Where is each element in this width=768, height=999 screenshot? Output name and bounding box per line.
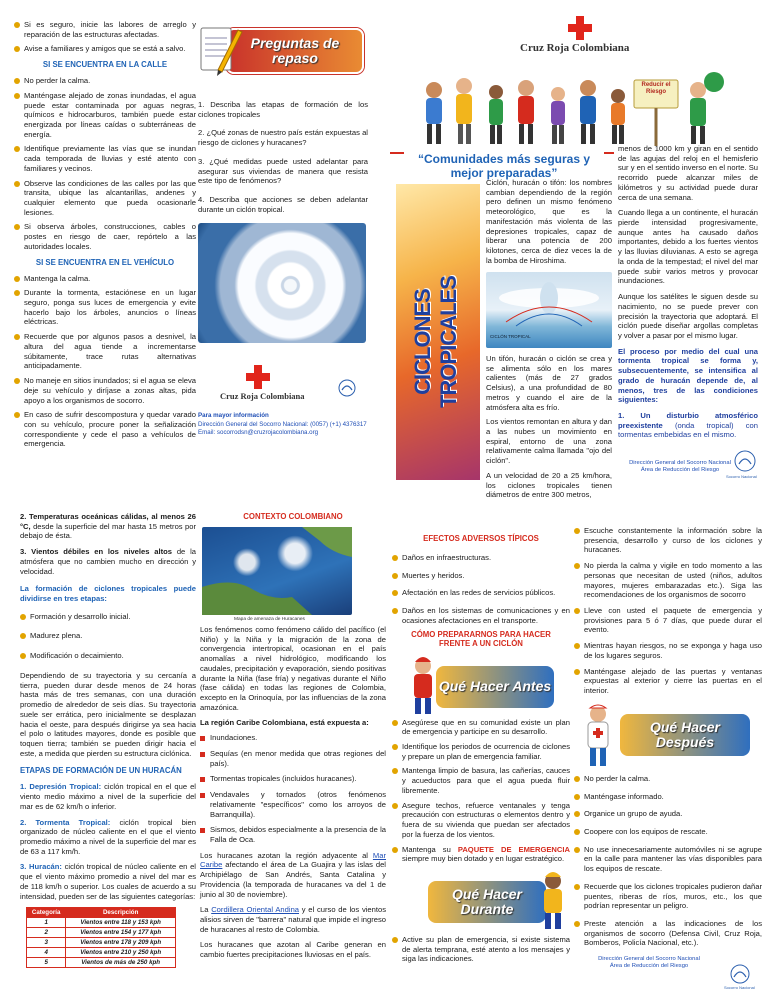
durante-title: Qué Hacer Durante bbox=[428, 881, 546, 923]
paragraph: A un velocidad de 20 a 25 km/hora, los ciclones tropicales tienen diámetros de entre 300 metros, bbox=[486, 470, 612, 500]
stage-1-text: ciclón tropical en el que el viento medio máximo a nivel de la superficie del mar es de 62 km/h o inferior. bbox=[20, 782, 196, 811]
nurse-figure-icon bbox=[578, 702, 618, 768]
condition-1 bbox=[618, 411, 758, 440]
socorro-logo-icon bbox=[730, 964, 750, 984]
rescuer-figure-icon bbox=[536, 869, 570, 931]
table-cell: 5 bbox=[27, 958, 66, 968]
stage-1-label: 1. Depresión Tropical: bbox=[20, 782, 102, 792]
table-row bbox=[27, 938, 176, 948]
list-item: Identifique previamente las vías que se inundan cada temporada de lluvias y esté atento con familiares y vecinos. bbox=[14, 144, 196, 173]
review-title: Preguntas de repaso bbox=[226, 28, 364, 74]
vertical-title: CICLONES TROPICALES bbox=[410, 276, 461, 408]
table-cell: Vientos entre 154 y 177 kph bbox=[66, 928, 176, 938]
paragraph bbox=[200, 905, 386, 934]
map-caption: Mapa de amenaza de Huracanes bbox=[234, 617, 305, 622]
antes-item: Asegúrese que en su comunidad existe un plan de emergencia y participe en su desarrollo. bbox=[392, 718, 570, 737]
stage-2-text: ciclón tropical bien organizado de núcleo caliente en el que el viento promedio máximo a nivel de la superficie del mar es de 63 a 117 km/h. bbox=[20, 817, 196, 856]
text-span: La bbox=[200, 905, 212, 915]
panel-3 bbox=[390, 14, 760, 500]
socorro-logo-icon bbox=[338, 379, 356, 397]
paragraph: Los fenómenos como fenómeno cálido del pacífico (el Niño) y la Niña y la migración de la zona de convergencia intertropical, ocasionan en el país anomalías a nivel hidrológico, modificando los caudales, precipitación y evaporación, siendo positivas durante la Niña (fase fría) y negativas durante el Niño (fase cálida) en todas las regiones de Colombia, excepto en la Orinoquía, por las influencias de la zona amazónica. bbox=[200, 625, 386, 712]
table-cell: Vientos entre 210 y 250 kph bbox=[66, 948, 176, 958]
condition-2 bbox=[20, 512, 196, 541]
panel-5 bbox=[200, 512, 386, 992]
review-banner bbox=[198, 20, 366, 80]
question: 4. Describa que acciones se deben adelantar durante un ciclón tropical. bbox=[198, 195, 368, 214]
phase-item: Formación y desarrollo inicial. bbox=[20, 612, 196, 622]
stage-2 bbox=[20, 818, 196, 857]
info-title: Para mayor información bbox=[198, 412, 269, 420]
footer-line: Dirección General del Socorro Nacional bbox=[629, 460, 731, 466]
list-item: No maneje en sitios inundados; si el agua se eleva deje su vehículo y diríjase a zonas altas, pida apoyo a los organismos de socorro. bbox=[14, 376, 196, 405]
list-item: Si es seguro, inicie las labores de arreglo y reparación de las estructuras afectadas. bbox=[14, 20, 196, 39]
hurricane-satellite-image bbox=[198, 223, 366, 343]
slogan: “Comunidades más seguras y mejor preparadas” bbox=[404, 146, 604, 181]
logo-name: Cruz Roja Colombiana bbox=[220, 391, 305, 402]
context-title: CONTEXTO COLOMBIANO bbox=[243, 512, 343, 521]
condition-2-label: 2. Temperaturas oceánicas cálidas, al menos 26 °C, bbox=[20, 512, 196, 531]
paragraph: El proceso por medio del cual una tormenta tropical se forma y, subsecuentemente, se intensifica al grado de huracán depende de, al menos, tres de las condiciones siguientes: bbox=[618, 346, 758, 405]
list-item: En caso de sufrir descompostura y quedar varado con su vehículo, procure poner la señalización correspondiente y cede el paso a vehículos de emergencia. bbox=[14, 410, 196, 449]
panel-2 bbox=[198, 20, 368, 470]
cyclone-diagram bbox=[486, 272, 612, 348]
list-item: Sismos, debidos especialmente a la presencia de la Falla de Oca. bbox=[200, 825, 386, 844]
stage-3 bbox=[20, 862, 196, 901]
durante-item: Lleve con usted el paquete de emergencia y provisiones para 5 ó 7 días, que puede durar el evento. bbox=[574, 606, 762, 635]
effect-item: Muertes y heridos. bbox=[392, 571, 570, 581]
table-cell: Vientos entre 178 y 209 kph bbox=[66, 938, 176, 948]
list-item: Manténgase alejado de zonas inundadas, el agua puede estar contaminada por aguas negras, químicos e hidrocarburos, también puede estar energizada por líneas caídas o subterráneas de energía. bbox=[14, 91, 196, 140]
list-item: Inundaciones. bbox=[200, 733, 386, 743]
stages-title: ETAPAS DE FORMACIÓN DE UN HURACÁN bbox=[20, 766, 182, 776]
text-span: afectando el área de La Guajira y las islas del Archipiélago de San Andrés, Santa Catalina y Providencia (la temporada de huracanes va del 1 de junio al 30 de noviembre). bbox=[200, 860, 386, 899]
condition-3-label: 3. Vientos débiles en los niveles altos bbox=[20, 547, 172, 557]
stage-3-label: 3. Huracán: bbox=[20, 862, 62, 872]
map-land-icon bbox=[202, 527, 352, 615]
despues-item: Preste atención a las indicaciones de los organismos de socorro (Defensa Civil, Cruz Roja, Bomberos, Policía Nacional, etc.). bbox=[574, 919, 762, 948]
socorro-logo-text: Socorro Nacional bbox=[724, 985, 755, 990]
antes-item: Identifique los periodos de ocurrencia de ciclones y prepare un plan de emergencia familiar. bbox=[392, 742, 570, 761]
paragraph: Aunque los satélites le siguen desde su nacimiento, no se puede prever con precisión la trayectoria que adoptará. El ciclón puede diseñar argollas completas y volver a pasar por el mismo lugar. bbox=[618, 292, 758, 340]
table-row bbox=[27, 948, 176, 958]
question: 2. ¿Qué zonas de nuestro país están expuestas al riesgo de ciclones y huracanes? bbox=[198, 128, 368, 148]
footer bbox=[620, 460, 740, 474]
panel-4 bbox=[20, 512, 196, 992]
cordillera-link[interactable]: Cordillera Oriental Andina bbox=[211, 905, 300, 915]
caribe-title: La región Caribe Colombiana, está expuesta a: bbox=[200, 718, 369, 728]
panel-7 bbox=[574, 526, 762, 992]
list-item: Mantenga la calma. bbox=[14, 274, 196, 284]
vertical-title-bar bbox=[396, 184, 480, 480]
paragraph: Un tifón, huracán o ciclón se crea y se alimenta sólo en los mares calientes (más de 27 grados Celsius), a una profundidad de 80 metros y cuando el aire de la atmósfera alta es frío. bbox=[486, 354, 612, 412]
list-item: Sequías (en menor medida que otras regiones del país). bbox=[200, 749, 386, 768]
despues-item: No perder la calma. bbox=[574, 774, 762, 784]
paragraph: Los vientos remontan en altura y dan a las nubes un movimiento en espiral, entorno de una zona relativamente calma llamada "ojo del ciclón". bbox=[486, 417, 612, 466]
table-cell: 1 bbox=[27, 918, 66, 928]
list-item: Tormentas tropicales (incluidos huracanes). bbox=[200, 774, 386, 784]
rescuer-figure-icon bbox=[406, 654, 440, 716]
kit-item bbox=[392, 845, 570, 864]
despues-item: Coopere con los equipos de rescate. bbox=[574, 827, 762, 837]
despues-item: Manténgase informado. bbox=[574, 792, 762, 802]
condition-1-label: 1. Un disturbio atmosférico preexistente bbox=[618, 410, 758, 430]
list-item: Observe las condiciones de las calles por las que transita, ubique las alcantarillas, andenes y cualquier elemento que pueda ocasionarle lesiones. bbox=[14, 179, 196, 218]
despues-item: Recuerde que los ciclones tropicales pudieron dañar puentes, riberas de ríos, muros, etc., los que podrían representar un peligro. bbox=[574, 882, 762, 911]
socorro-logo-icon bbox=[734, 450, 756, 472]
diagram-label: CICLÓN TROPICAL bbox=[490, 334, 531, 339]
panel-1 bbox=[14, 20, 196, 465]
durante-item: Manténgase alejado de las puertas y ventanas expuestas al exterior y cierre las puertas en el interior. bbox=[574, 667, 762, 696]
table-row bbox=[27, 958, 176, 968]
condition-3-text: de la atmósfera que no cambien mucho en dirección y velocidad. bbox=[20, 547, 196, 576]
mar-caribe-link[interactable]: Mar Caribe bbox=[200, 850, 386, 870]
durante-item: Active su plan de emergencia, si existe sistema de alerta temprana, esté atento a los mensajes y siga las indicaciones. bbox=[392, 935, 570, 964]
community-kids-illustration bbox=[420, 60, 720, 152]
list-item: Durante la tormenta, estaciónese en un lugar seguro, ponga sus luces de emergencia y evite hacerlo bajo los árboles, anuncios o líneas eléctricas. bbox=[14, 288, 196, 327]
durante-item: No pierda la calma y vigile en todo momento a las personas que necesitan de usted (niños, adultos mayores, mujeres embarazadas etc.). Siga las recomendaciones de los organismos de socorro bbox=[574, 561, 762, 600]
stage-1 bbox=[20, 782, 196, 811]
text-span: Los huracanes azotan la región adyacente al bbox=[200, 850, 373, 860]
question: 1. Describa las etapas de formación de los ciclones tropicales bbox=[198, 100, 368, 119]
table-row bbox=[27, 918, 176, 928]
effect-item: Daños en los sistemas de comunicaciones y en ocasiones afectaciones en el transporte. bbox=[392, 606, 570, 625]
list-item: Vendavales y tornados (otros fenómenos relativamente "específicos" como los arroyos de Barranquilla). bbox=[200, 790, 386, 819]
effects-title: EFECTOS ADVERSOS TÍPICOS bbox=[423, 534, 539, 543]
list-item: Recuerde que por algunos pasos a desnivel, la altura del agua tiende a incrementarse súbitamente, trace rutas alternativas anticipadamente. bbox=[14, 332, 196, 371]
footer bbox=[574, 956, 724, 970]
despues-title: Qué Hacer Después bbox=[620, 714, 750, 756]
hurricane-category-table bbox=[26, 907, 176, 968]
table-cell: Vientos de más de 250 kph bbox=[66, 958, 176, 968]
antes-banner bbox=[406, 654, 570, 716]
street-heading: SI SE ENCUENTRA EN LA CALLE bbox=[42, 60, 168, 70]
list-item: Si observa árboles, construcciones, cables o postes en riesgo de caer, repórtelo a las autoridades locales. bbox=[14, 222, 196, 251]
table-row bbox=[27, 928, 176, 938]
phases-title: La formación de ciclones tropicales puede dividirse en tres etapas: bbox=[20, 584, 196, 604]
footer-line: Dirección General del Socorro Nacional bbox=[598, 956, 700, 963]
effect-item: Daños en infraestructuras. bbox=[392, 553, 570, 563]
paragraph: menos de 1000 km y giran en el sentido de las agujas del reloj en el hemisferio sur y en el sentido inverso en el norte. Su recorrido puede alcanzar miles de kilómetros y su actividad puede durar cerca de una semana. bbox=[618, 144, 758, 202]
table-cell: Vientos entre 118 y 153 kph bbox=[66, 918, 176, 928]
vehicle-heading: SI SE ENCUENTRA EN EL VEHÍCULO bbox=[35, 257, 175, 267]
phases-paragraph: Dependiendo de su trayectoria y su cercanía a tierra, pueden durar desde menos de 24 horas hasta más de tres semanas, con una duración promedio de alrededor de seis días. Su trayectoria suele ser errática, pero inicialmente se desplazan hacia el oeste, para después dirigirse ya sea hacia el polo o latitudes mayores, donde es posible que toquen tierra; también se pueden dirigir hacia el este, a medida que pierden su estructura ciclónica. bbox=[20, 670, 196, 758]
paragraph: Los huracanes que azotan al Caribe generan en cambio fuertes precipitaciones lluviosas en el país. bbox=[200, 940, 386, 960]
stage-3-text: ciclón tropical de núcleo caliente en el que el viento máximo promedio a nivel del mar es de 118 km/h o superior. Los cuales de acuerdo a su intensidad, pueden ser de las siguientes categorías: bbox=[20, 862, 196, 901]
red-cross-icon bbox=[568, 16, 592, 40]
paragraph bbox=[200, 851, 386, 900]
stage-2-label: 2. Tormenta Tropical: bbox=[20, 817, 111, 827]
info-email[interactable]: Email: socorrodsn@cruzrojacolombiana.org bbox=[198, 428, 319, 436]
red-cross-icon bbox=[246, 365, 270, 389]
question: 3. ¿Qué medidas puede usted adelantar para asegurar sus viviendas de manera que resista este tipo de fenómenos? bbox=[198, 156, 368, 186]
antes-item: Asegure techos, refuerce ventanales y tenga precaución con estructuras o elementos dentro y fuera de su vivienda que puedan ser afectados por la fuerza de los vientos. bbox=[392, 801, 570, 840]
intro-text: Ciclón, huracán o tifón: los nombres cambian dependiendo de la región pero definen un mismo fenómeno meteorológico, que es la manifestación más violenta de las depresiones tropicales, capaz de liberar una potencia de 200 kilotones, cerca de diez veces la de la bomba de Hiroshima. bbox=[486, 178, 612, 265]
prepare-title: CÓMO PREPARARNOS PARA HACER FRENTE A UN CICLÓN bbox=[411, 629, 551, 648]
effect-item: Afectación en las redes de servicios públicos. bbox=[392, 588, 570, 598]
phase-item: Madurez plena. bbox=[20, 631, 196, 641]
table-header: Categoría bbox=[27, 908, 66, 918]
table-cell: 2 bbox=[27, 928, 66, 938]
text-span: y el curso de los vientos alisios sirven de "barrera" natural que impide el ingreso de huracanes al resto de Colombia. bbox=[200, 905, 386, 934]
table-header: Descripción bbox=[66, 908, 176, 918]
durante-item: Mientras hayan riesgos, no se exponga y haga uso de los lugares seguros. bbox=[574, 641, 762, 660]
durante-item: Escuche constantemente la información sobre la presencia, desarrollo y curso de los ciclones y huracanes. bbox=[574, 526, 762, 555]
despues-item: No use innecesariamente automóviles ni se agrupe en la calle para mantener las vías disponibles para los equipos de rescate. bbox=[574, 845, 762, 874]
phase-item: Modificación o decaimiento. bbox=[20, 651, 196, 661]
info-phone: Dirección General del Socorro Nacional: (0057) (+1) 4376317 bbox=[198, 420, 367, 428]
emergency-kit-link[interactable]: PAQUETE DE EMERGENCIA bbox=[457, 844, 570, 854]
panel-6 bbox=[392, 530, 570, 992]
condition-1-text: (onda tropical) con tormentas embebidas en el mismo. bbox=[618, 420, 758, 440]
logo-name: Cruz Roja Colombiana bbox=[520, 42, 630, 54]
table-cell: 3 bbox=[27, 938, 66, 948]
reduce-risk-sign: Reducir el Riesgo bbox=[641, 82, 671, 96]
despues-banner bbox=[574, 702, 762, 768]
list-item: Avise a familiares y amigos que se está a salvo. bbox=[14, 44, 196, 54]
footer-line: Área de Reducción del Riesgo bbox=[640, 467, 720, 474]
logo-block bbox=[198, 365, 368, 409]
despues-item: Organice un grupo de ayuda. bbox=[574, 809, 762, 819]
socorro-logo-text: Socorro Nacional bbox=[726, 474, 757, 479]
notebook-pencil-icon bbox=[198, 22, 242, 78]
hurricane-map bbox=[202, 527, 352, 615]
footer-line: Área de Reducción del Riesgo bbox=[609, 963, 689, 970]
text-span: siempre muy bien dotado y en lugar estratégico. bbox=[402, 854, 565, 864]
table-cell: 4 bbox=[27, 948, 66, 958]
text-span: Mantenga su bbox=[402, 844, 458, 854]
antes-title: Qué Hacer Antes bbox=[436, 666, 554, 708]
durante-banner bbox=[406, 869, 570, 933]
paragraph: Cuando llega a un continente, el huracán pierde intensidad progresivamente, aunque antes ha causado daños importantes, debido a los fuertes vientos y las lluvias diluvianas. A esto se agrega la onda de la tempestad; el nivel del mar puede subir varios metros y provocar inundaciones. bbox=[618, 208, 758, 286]
antes-item: Mantenga limpio de basura, las cañerías, cauces y acueductos para que el agua pueda fluir libremente. bbox=[392, 766, 570, 795]
condition-2-text: desde la superficie del mar hasta 15 metros por debajo de ésta. bbox=[20, 521, 196, 541]
list-item: No perder la calma. bbox=[14, 76, 196, 86]
condition-3 bbox=[20, 547, 196, 576]
